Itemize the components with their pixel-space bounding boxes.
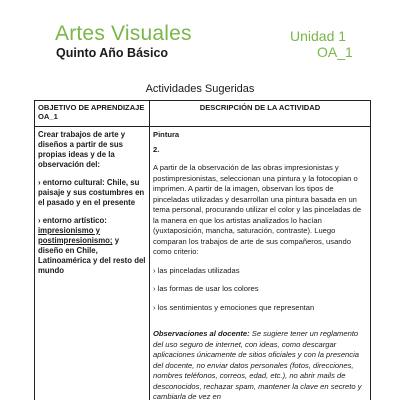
section-title: Actividades Sugeridas bbox=[145, 83, 255, 95]
description-column-header: DESCRIPCIÓN DE LA ACTIVIDAD bbox=[150, 101, 371, 127]
criteria-item: › las pinceladas utilizadas bbox=[153, 265, 240, 275]
teacher-observations bbox=[153, 329, 367, 400]
grade-subtitle: Quinto Año Básico bbox=[56, 46, 169, 60]
objective-column-header: OBJETIVO DE APRENDIZAJE OA_1 bbox=[35, 101, 150, 127]
objective-artistic-suffix: y diseño en Chile, Latinoamérica y del resto del mundo bbox=[38, 236, 146, 275]
activity-label: Pintura bbox=[153, 130, 180, 139]
observations-title: Observaciones al docente: bbox=[153, 329, 250, 338]
observations-text: Se sugiere tener un reglamento del uso seguro de internet, con ideas, como descargar aplicaciones únicamente de sitios oficiales y con la presencia del docente, no enviar datos personales (fotos, direcciones, nombres teléfonos, correos, edad, etc.), no abrir mails de desconocidos, rechazar spam, mantener la clave en secreto y cambiarla de vez en bbox=[153, 329, 362, 400]
table-row bbox=[35, 127, 371, 400]
criteria-item: › los sentimientos y emociones que representan bbox=[153, 302, 315, 312]
subject-title: Artes Visuales bbox=[55, 22, 192, 45]
oa-label: OA_1 bbox=[317, 44, 353, 60]
objective-artistic-prefix: › entorno artístico: bbox=[38, 216, 107, 225]
unit-label: Unidad 1 bbox=[290, 28, 347, 44]
impresionismo-link[interactable]: impresionismo y postimpresionismo; bbox=[38, 226, 113, 245]
description-cell bbox=[150, 127, 371, 400]
activities-table bbox=[34, 100, 371, 400]
activity-body: A partir de la observación de las obras impresionistas y postimpresionistas, seleccionan una pintura y la fotocopian o imprimen. A partir de la imagen, observan los tipos de pinceladas utilizadas y desarrollan una pintura basada en un tema personal, procurando utilizar el color y las pinceladas de la manera en que los artistas analizados lo hacían (yuxtaposición, mancha, saturación, contraste). Luego comparan los trabajos de arte de sus compañeros, usando como criterio: bbox=[153, 163, 362, 256]
activity-number: 2. bbox=[153, 144, 160, 154]
objective-cell bbox=[35, 127, 150, 400]
objective-artistic bbox=[38, 216, 146, 276]
table-header-row bbox=[35, 101, 371, 127]
objective-intro: Crear trabajos de arte y diseños a partir de sus propias ideas y de la observación del: bbox=[38, 130, 126, 169]
criteria-item: › las formas de usar los colores bbox=[153, 284, 259, 293]
objective-cultural: › entorno cultural: Chile, su paisaje y sus costumbres en el pasado y en el presente bbox=[38, 178, 145, 207]
